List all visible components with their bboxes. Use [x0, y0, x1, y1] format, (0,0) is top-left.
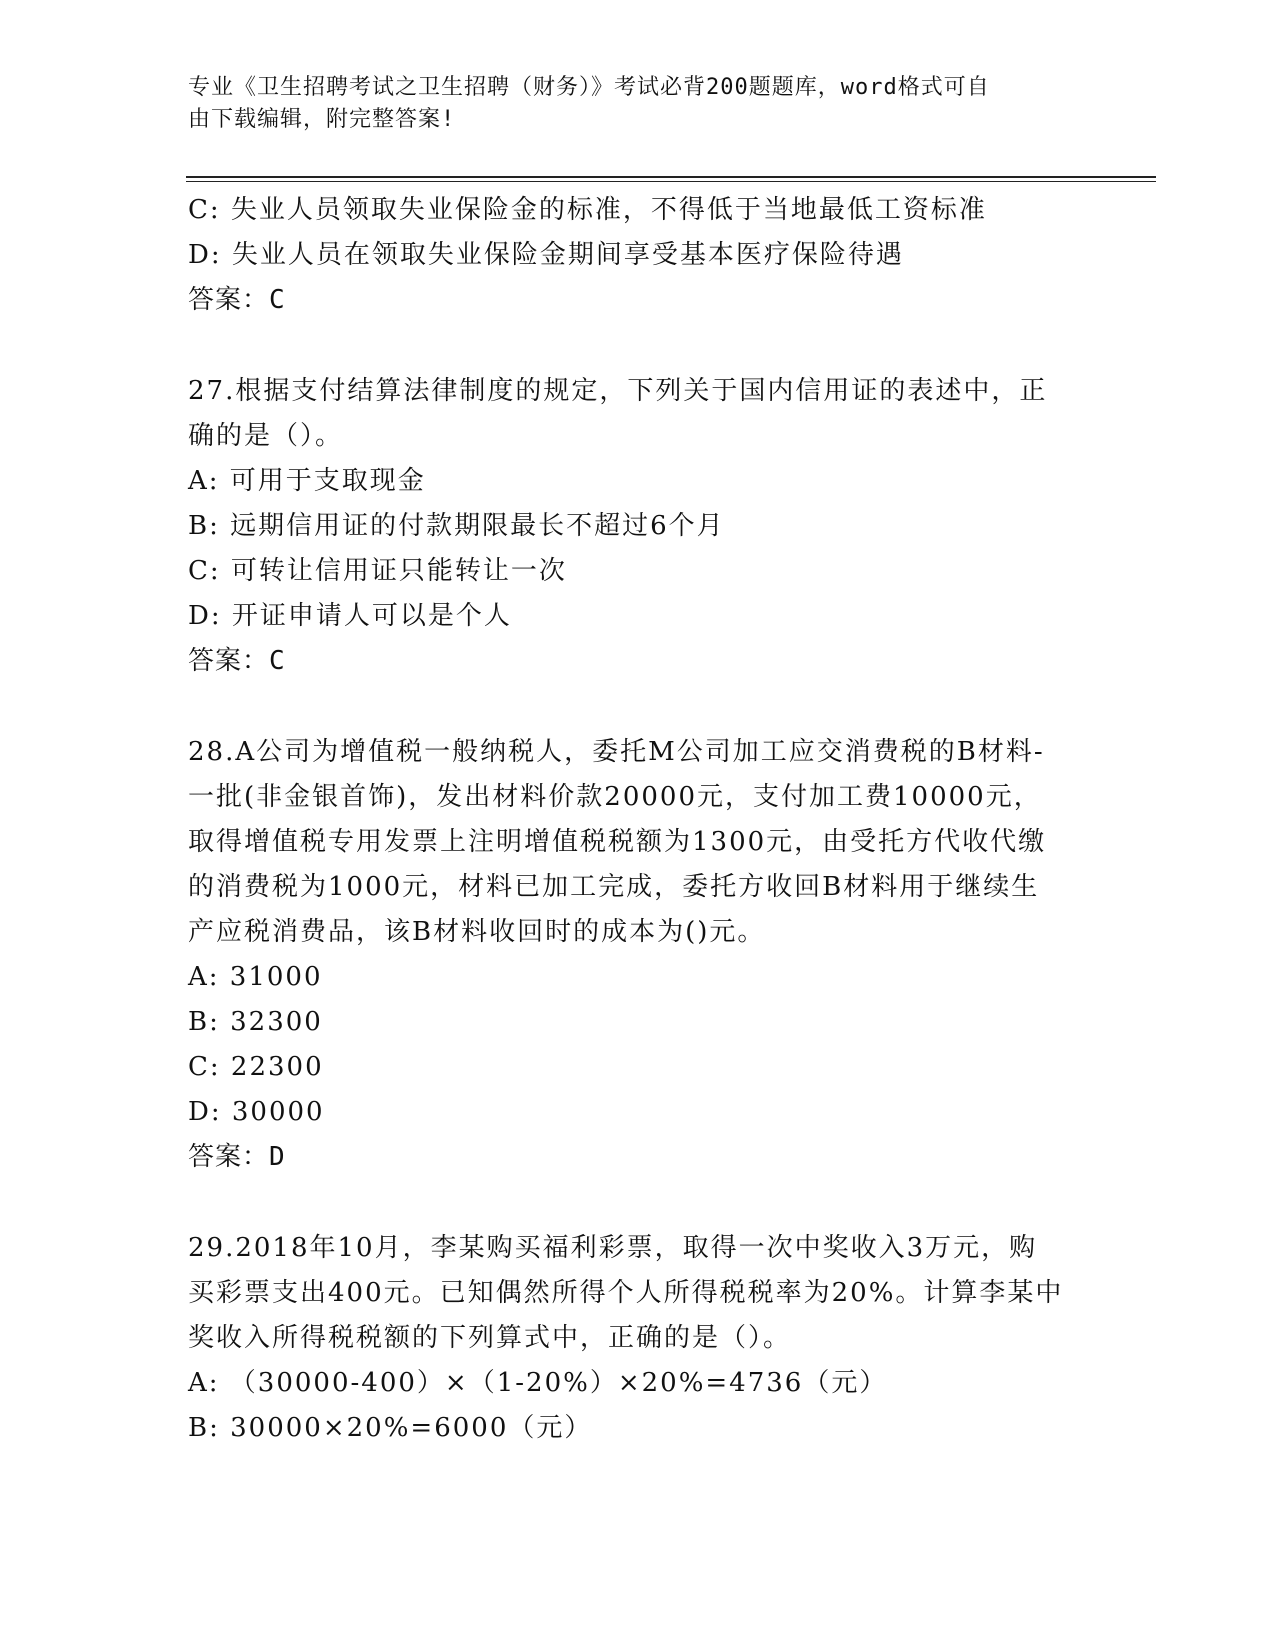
header-divider-thick [186, 176, 1156, 178]
option-a: A: 31000 [188, 962, 323, 992]
question-stem: 29.2018年10月，李某购买福利彩票，取得一次中奖收入3万元，购 [188, 1233, 1038, 1263]
spacer [188, 1180, 1088, 1226]
option-b: B: 远期信用证的付款期限最长不超过6个月 [188, 511, 725, 541]
spacer [188, 684, 1088, 730]
question-stem: 奖收入所得税税额的下列算式中，正确的是（）。 [188, 1323, 792, 1353]
spacer [188, 323, 1088, 369]
option-c: C: 可转让信用证只能转让一次 [188, 556, 567, 586]
question-stem: 确的是（）。 [188, 421, 344, 451]
question-26-continued [188, 188, 1088, 323]
question-stem: 28.A公司为增值税一般纳税人，委托M公司加工应交消费税的B材料- [188, 737, 1045, 767]
document-header [188, 72, 1068, 136]
option-b: B: 30000×20%=6000（元） [188, 1413, 593, 1443]
question-stem: 取得增值税专用发票上注明增值税税额为1300元，由受托方代收代缴 [188, 827, 1047, 857]
header-line-1: 专业《卫生招聘考试之卫生招聘（财务）》考试必背200题题库，word格式可自 [188, 75, 990, 100]
question-stem: 产应税消费品，该B材料收回时的成本为()元。 [188, 917, 766, 947]
option-d: D: 开证申请人可以是个人 [188, 601, 512, 631]
answer-line: 答案：C [188, 285, 286, 315]
question-stem: 27.根据支付结算法律制度的规定，下列关于国内信用证的表述中，正 [188, 376, 1048, 406]
option-d: D: 30000 [188, 1097, 325, 1127]
question-stem: 一批(非金银首饰)，发出材料价款20000元，支付加工费10000元， [188, 782, 1042, 812]
header-divider-thin [186, 181, 1156, 182]
question-stem: 买彩票支出400元。已知偶然所得个人所得税税率为20%。计算李某中 [188, 1278, 1064, 1308]
option-d: D: 失业人员在领取失业保险金期间享受基本医疗保险待遇 [188, 240, 904, 270]
answer-line: 答案：C [188, 646, 286, 676]
option-c: C: 失业人员领取失业保险金的标准，不得低于当地最低工资标准 [188, 195, 987, 225]
option-c: C: 22300 [188, 1052, 324, 1082]
header-line-2: 由下载编辑，附完整答案! [188, 107, 456, 132]
question-stem: 的消费税为1000元，材料已加工完成，委托方收回B材料用于继续生 [188, 872, 1040, 902]
question-27 [188, 369, 1088, 684]
question-28 [188, 730, 1088, 1180]
option-a: A: 可用于支取现金 [188, 466, 426, 496]
answer-line: 答案：D [188, 1142, 286, 1172]
question-29 [188, 1226, 1088, 1451]
option-a: A: （30000-400）×（1-20%）×20%=4736（元） [188, 1368, 888, 1398]
option-b: B: 32300 [188, 1007, 323, 1037]
document-body [188, 188, 1088, 1451]
